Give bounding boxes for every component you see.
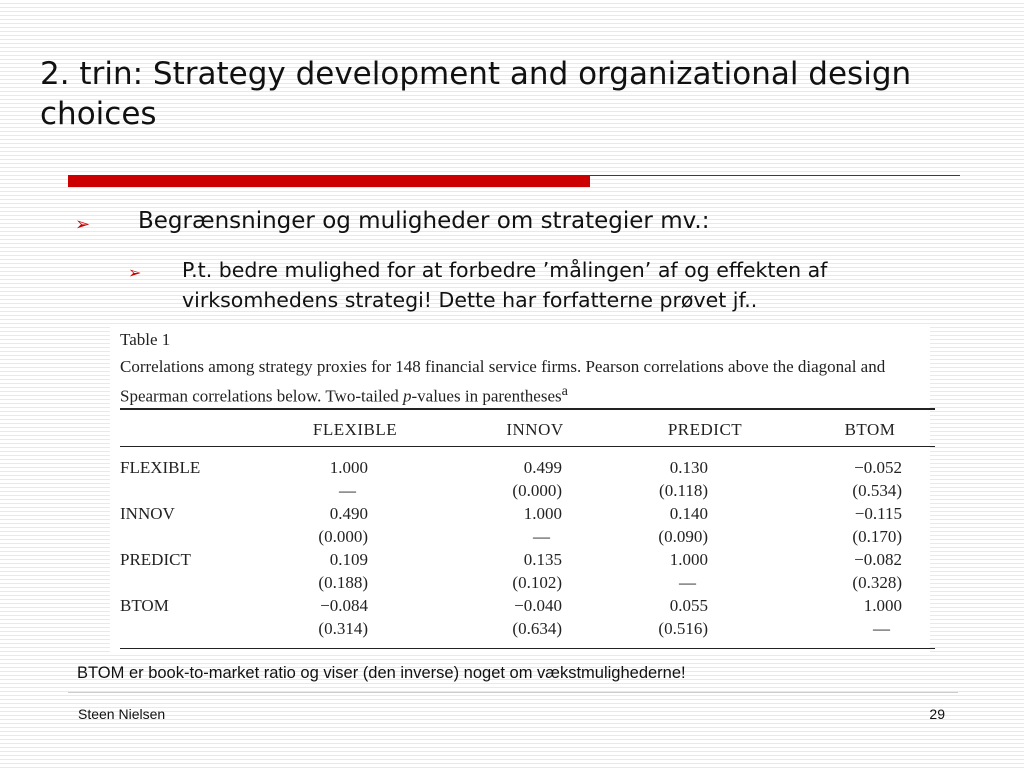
column-header: FLEXIBLE	[312, 420, 398, 439]
correlation-value: 1.000	[329, 458, 368, 477]
correlation-value: −0.040	[514, 596, 562, 615]
row-label: BTOM	[120, 596, 169, 615]
bullet-level-2-text: P.t. bedre mulighed for at forbedre ’målingen’ af og effekten af virksomhedens strategi! Dette har forfatterne prøvet jf..	[182, 258, 828, 312]
footer-author: Steen Nielsen	[78, 706, 166, 722]
correlation-value: −0.052	[854, 458, 902, 477]
correlation-value: −0.084	[320, 596, 368, 615]
arrow-bullet-icon: ➢	[128, 263, 142, 282]
p-value: (0.534)	[852, 481, 902, 500]
p-value: —	[533, 527, 550, 546]
column-header: PREDICT	[667, 420, 743, 439]
p-value: (0.328)	[852, 573, 902, 592]
p-value: —	[679, 573, 696, 592]
footer-divider	[68, 692, 958, 693]
p-value: (0.188)	[318, 573, 368, 592]
correlation-value: 0.140	[669, 504, 708, 523]
p-value: (0.000)	[512, 481, 562, 500]
caption-text: Correlations among strategy proxies for 148 financial service firms. Pearson correlations above the diagonal and Spearman correlations below. Two-tailed	[120, 357, 886, 406]
row-label: PREDICT	[120, 550, 191, 569]
p-value: (0.102)	[512, 573, 562, 592]
correlation-table-image	[110, 326, 930, 654]
table-header-rule	[120, 446, 935, 447]
table-caption	[120, 355, 920, 409]
arrow-bullet-icon: ➢	[75, 214, 91, 235]
p-value: (0.000)	[318, 527, 368, 546]
correlation-value: −0.115	[854, 504, 902, 523]
footnote-btom: BTOM er book-to-market ratio og viser (den inverse) noget om vækstmulighederne!	[77, 664, 686, 682]
correlation-value: 0.130	[669, 458, 708, 477]
p-value: (0.516)	[658, 619, 708, 638]
p-value: (0.090)	[658, 527, 708, 546]
correlation-value: 0.109	[329, 550, 368, 569]
correlation-value: −0.082	[854, 550, 902, 569]
correlation-value: 1.000	[523, 504, 562, 523]
bullet-level-1-text: Begrænsninger og muligheder om strategier mv.:	[138, 208, 710, 234]
correlation-value: 0.055	[669, 596, 708, 615]
row-label: INNOV	[120, 504, 175, 523]
p-value: —	[339, 481, 356, 500]
correlation-value: 0.135	[523, 550, 562, 569]
table-top-rule	[120, 408, 935, 410]
correlation-value: 0.490	[329, 504, 368, 523]
table-label: Table 1	[120, 330, 171, 349]
row-label: FLEXIBLE	[120, 458, 201, 477]
table-bottom-rule	[120, 648, 935, 649]
p-value: (0.118)	[659, 481, 708, 500]
column-header: BTOM	[844, 420, 896, 439]
caption-footnote-mark: a	[561, 383, 568, 399]
caption-italic-p: p	[403, 386, 412, 406]
correlation-value: 0.499	[523, 458, 562, 477]
slide-title: 2. trin: Strategy development and organizational design choices	[40, 56, 912, 132]
title-underline-thin	[590, 175, 960, 176]
p-value: (0.314)	[318, 619, 368, 638]
p-value: (0.634)	[512, 619, 562, 638]
slide-number: 29	[929, 706, 945, 722]
title-underline-accent	[68, 175, 590, 187]
caption-text-end: -values in parentheses	[411, 386, 562, 406]
p-value: —	[873, 619, 890, 638]
correlation-value: 1.000	[669, 550, 708, 569]
p-value: (0.170)	[852, 527, 902, 546]
correlation-value: 1.000	[863, 596, 902, 615]
column-header: INNOV	[506, 420, 564, 439]
